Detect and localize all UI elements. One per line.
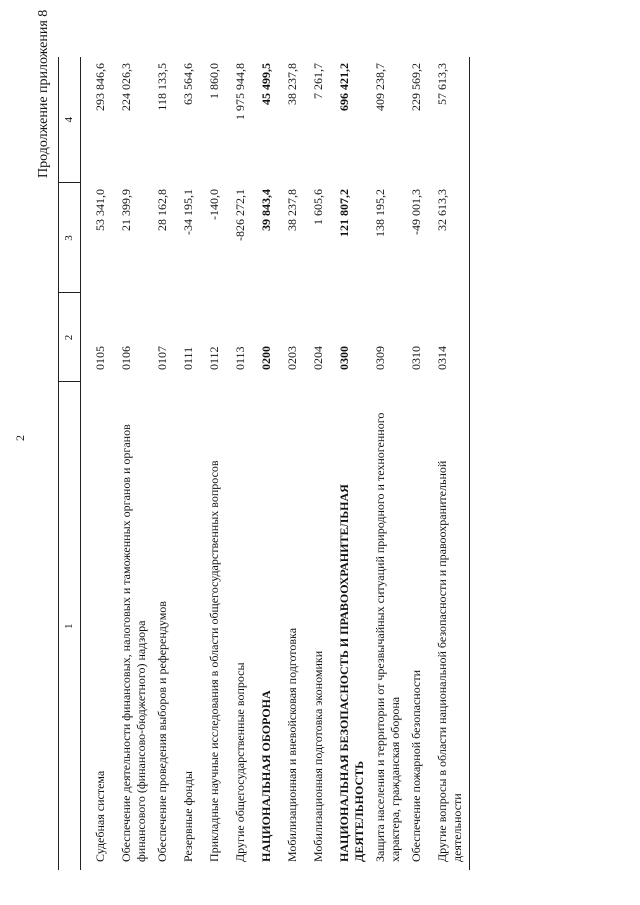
row-name: Судебная система bbox=[93, 770, 107, 862]
table-row bbox=[153, 57, 179, 870]
table-row bbox=[371, 57, 407, 870]
row-name: Прикладные научные исследования в области общегосударственных вопросов bbox=[207, 460, 221, 862]
page-number: 2 bbox=[13, 435, 27, 441]
table-row bbox=[335, 57, 371, 870]
row-value-3: 39 843,4 bbox=[259, 189, 273, 231]
header-col-3: 3 bbox=[59, 183, 81, 293]
table-row bbox=[257, 57, 283, 870]
row-value-3: 21 399,9 bbox=[119, 189, 133, 231]
row-value-3: 1 605,6 bbox=[311, 189, 325, 225]
row-value-4: 118 133,5 bbox=[155, 63, 169, 111]
row-value-3: 32 613,3 bbox=[433, 183, 470, 293]
row-value-4: 229 569,2 bbox=[409, 63, 423, 111]
row-code: 0300 bbox=[337, 346, 351, 370]
row-name: НАЦИОНАЛЬНАЯ ОБОРОНА bbox=[259, 690, 273, 862]
row-name: Другие вопросы в области национальной безопасности и правоохранительной деятельности bbox=[433, 382, 470, 870]
row-name: Другие общегосударственные вопросы bbox=[233, 662, 247, 862]
table-row bbox=[433, 57, 470, 870]
row-code: 0105 bbox=[93, 346, 107, 370]
table-row bbox=[205, 57, 231, 870]
header-col-1: 1 bbox=[59, 382, 81, 870]
header-col-4: 4 bbox=[59, 57, 81, 183]
row-code: 0111 bbox=[181, 346, 195, 370]
budget-table bbox=[58, 57, 470, 870]
row-value-4: 1 975 944,8 bbox=[233, 63, 247, 120]
row-value-4: 7 261,7 bbox=[311, 63, 325, 99]
row-value-3: 28 162,8 bbox=[155, 189, 169, 231]
header-col-2: 2 bbox=[59, 293, 81, 382]
row-value-4: 45 499,5 bbox=[259, 63, 273, 105]
row-code: 0113 bbox=[233, 346, 247, 370]
table-body bbox=[81, 57, 470, 870]
row-name: Мобилизационная подготовка экономики bbox=[311, 650, 325, 862]
row-value-4: 1 860,0 bbox=[207, 63, 221, 99]
row-value-3: -826 272,1 bbox=[233, 189, 247, 241]
row-value-4: 38 237,8 bbox=[285, 63, 299, 105]
table-row bbox=[179, 57, 205, 870]
row-value-3: 53 341,0 bbox=[93, 189, 107, 231]
row-code: 0203 bbox=[285, 346, 299, 370]
table-row bbox=[117, 57, 153, 870]
row-code: 0200 bbox=[259, 346, 273, 370]
row-code: 0314 bbox=[433, 293, 470, 382]
row-code: 0204 bbox=[311, 346, 325, 370]
row-code: 0309 bbox=[373, 346, 387, 370]
table-row bbox=[407, 57, 433, 870]
row-name: Защита населения и территории от чрезвычайных ситуаций природного и техногенного характера, гражданская оборона bbox=[373, 412, 402, 862]
row-value-3: -49 001,3 bbox=[409, 189, 423, 235]
row-code: 0106 bbox=[119, 346, 133, 370]
row-value-3: -140,0 bbox=[207, 189, 221, 220]
row-value-4: 409 238,7 bbox=[373, 63, 387, 111]
row-value-3: 138 195,2 bbox=[373, 189, 387, 237]
row-name: Мобилизационная и вневойсковая подготовка bbox=[285, 627, 299, 862]
row-name: Обеспечение проведения выборов и референдумов bbox=[155, 601, 169, 862]
row-code: 0112 bbox=[207, 346, 221, 370]
appendix-title: Продолжение приложения 8 bbox=[36, 9, 51, 178]
table-row bbox=[231, 57, 257, 870]
table-row bbox=[283, 57, 309, 870]
row-name: Резервные фонды bbox=[181, 771, 195, 862]
row-name: Обеспечение пожарной безопасности bbox=[409, 669, 423, 862]
row-value-3: -34 195,1 bbox=[181, 189, 195, 235]
row-code: 0107 bbox=[155, 346, 169, 370]
row-value-4: 224 026,3 bbox=[119, 63, 133, 111]
row-name: Обеспечение деятельности финансовых, налоговых и таможенных органов и органов финансового (финансово-бюджетного) надзора bbox=[119, 424, 148, 862]
table-header-row bbox=[59, 57, 81, 870]
row-name: НАЦИОНАЛЬНАЯ БЕЗОПАСНОСТЬ И ПРАВООХРАНИТЕЛЬНАЯ ДЕЯТЕЛЬНОСТЬ bbox=[337, 484, 366, 862]
table-row bbox=[309, 57, 335, 870]
row-value-3: 38 237,8 bbox=[285, 189, 299, 231]
table-row bbox=[81, 57, 118, 870]
row-code: 0310 bbox=[409, 346, 423, 370]
row-value-3: 121 807,2 bbox=[337, 189, 351, 237]
row-value-4: 57 613,3 bbox=[433, 57, 470, 183]
row-value-4: 293 846,6 bbox=[93, 63, 107, 111]
row-value-4: 696 421,2 bbox=[337, 63, 351, 111]
row-value-4: 63 564,6 bbox=[181, 63, 195, 105]
